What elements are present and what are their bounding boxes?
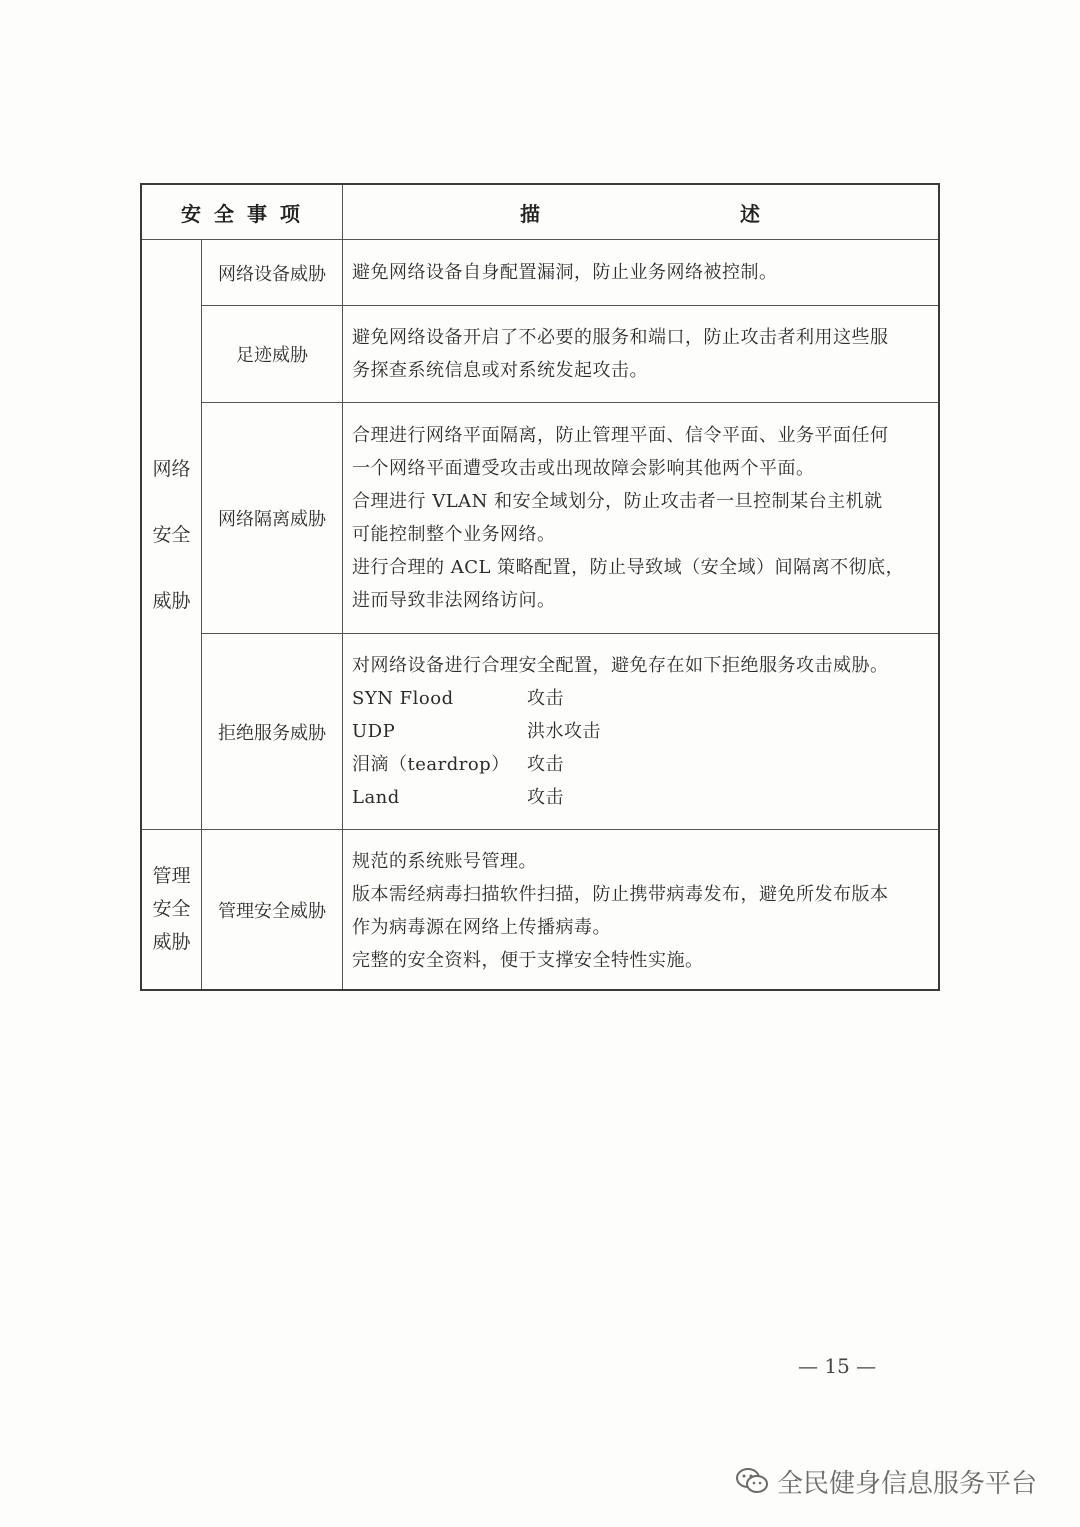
row-description: [352, 649, 934, 814]
description-line: 可能控制整个业务网络。: [352, 524, 556, 545]
description-line: 进行合理的 ACL 策略配置，防止导致域（安全域）间隔离不彻底，: [352, 557, 905, 578]
description-line: 对网络设备进行合理安全配置，避免存在如下拒绝服务攻击威胁。: [352, 655, 889, 676]
dos-name: UDP: [352, 721, 396, 742]
description-line: 合理进行网络平面隔离，防止管理平面、信令平面、业务平面任何: [352, 425, 889, 446]
category-line: 安全: [152, 898, 191, 920]
description-line: 进而导致非法网络访问。: [352, 590, 556, 611]
header-item: [142, 185, 342, 240]
dos-type: 攻击: [527, 787, 564, 808]
description-line: 避免网络设备开启了不必要的服务和端口，防止攻击者利用这些服: [352, 327, 889, 348]
description-line: 合理进行 VLAN 和安全域划分，防止攻击者一旦控制某台主机就: [352, 491, 883, 512]
dos-name: Land: [352, 787, 400, 808]
wechat-icon: [735, 1466, 769, 1496]
header-desc-left: [520, 185, 540, 240]
row-name: 拒绝服务威胁: [218, 722, 326, 744]
description-line: 务探查系统信息或对系统发起攻击。: [352, 360, 648, 381]
category-line: 威胁: [152, 931, 191, 953]
dos-item: [352, 781, 934, 814]
header-desc-right: [740, 185, 760, 240]
category-management: [142, 830, 201, 989]
description-line: 避免网络设备自身配置漏洞，防止业务网络被控制。: [352, 262, 778, 283]
row-name: 足迹威胁: [236, 345, 308, 366]
category-line: 网络: [152, 457, 191, 480]
description-line: 完整的安全资料，便于支撑安全特性实施。: [352, 950, 704, 971]
row-description: [352, 321, 934, 387]
dos-type: 洪水攻击: [527, 721, 601, 742]
header-desc-right-label: 述: [740, 202, 760, 226]
description-line: 规范的系统账号管理。: [352, 851, 537, 872]
category-line: 安全: [152, 523, 191, 546]
description-line: 版本需经病毒扫描软件扫描，防止携带病毒发布，避免所发布版本: [352, 884, 889, 905]
row-name: 网络设备威胁: [218, 263, 326, 285]
category-network: [142, 240, 201, 829]
dos-item: [352, 682, 934, 715]
row-name: 网络隔离威胁: [218, 509, 326, 530]
dos-name: 泪滴（teardrop）: [352, 754, 510, 775]
dos-item: [352, 715, 934, 748]
row-description: [352, 419, 934, 617]
row-description: [352, 845, 934, 977]
header-item-label: 安 全 事 项: [181, 202, 303, 226]
row-name: 管理安全威胁: [218, 900, 326, 922]
row-description: [352, 256, 934, 289]
dos-name: SYN Flood: [352, 688, 454, 709]
category-line: 威胁: [152, 589, 191, 612]
watermark-text: 全民健身信息服务平台: [777, 1468, 1038, 1499]
header-desc-left-label: 描: [520, 202, 540, 226]
security-table: [140, 183, 940, 991]
page-number: — 15 —: [798, 1354, 877, 1378]
description-line: 作为病毒源在网络上传播病毒。: [352, 917, 611, 938]
description-line: 一个网络平面遭受攻击或出现故障会影响其他两个平面。: [352, 458, 815, 479]
watermark: [735, 1461, 1037, 1501]
dos-type: 攻击: [527, 688, 564, 709]
dos-item: [352, 748, 934, 781]
category-line: 管理: [152, 865, 191, 887]
dos-type: 攻击: [527, 754, 564, 775]
